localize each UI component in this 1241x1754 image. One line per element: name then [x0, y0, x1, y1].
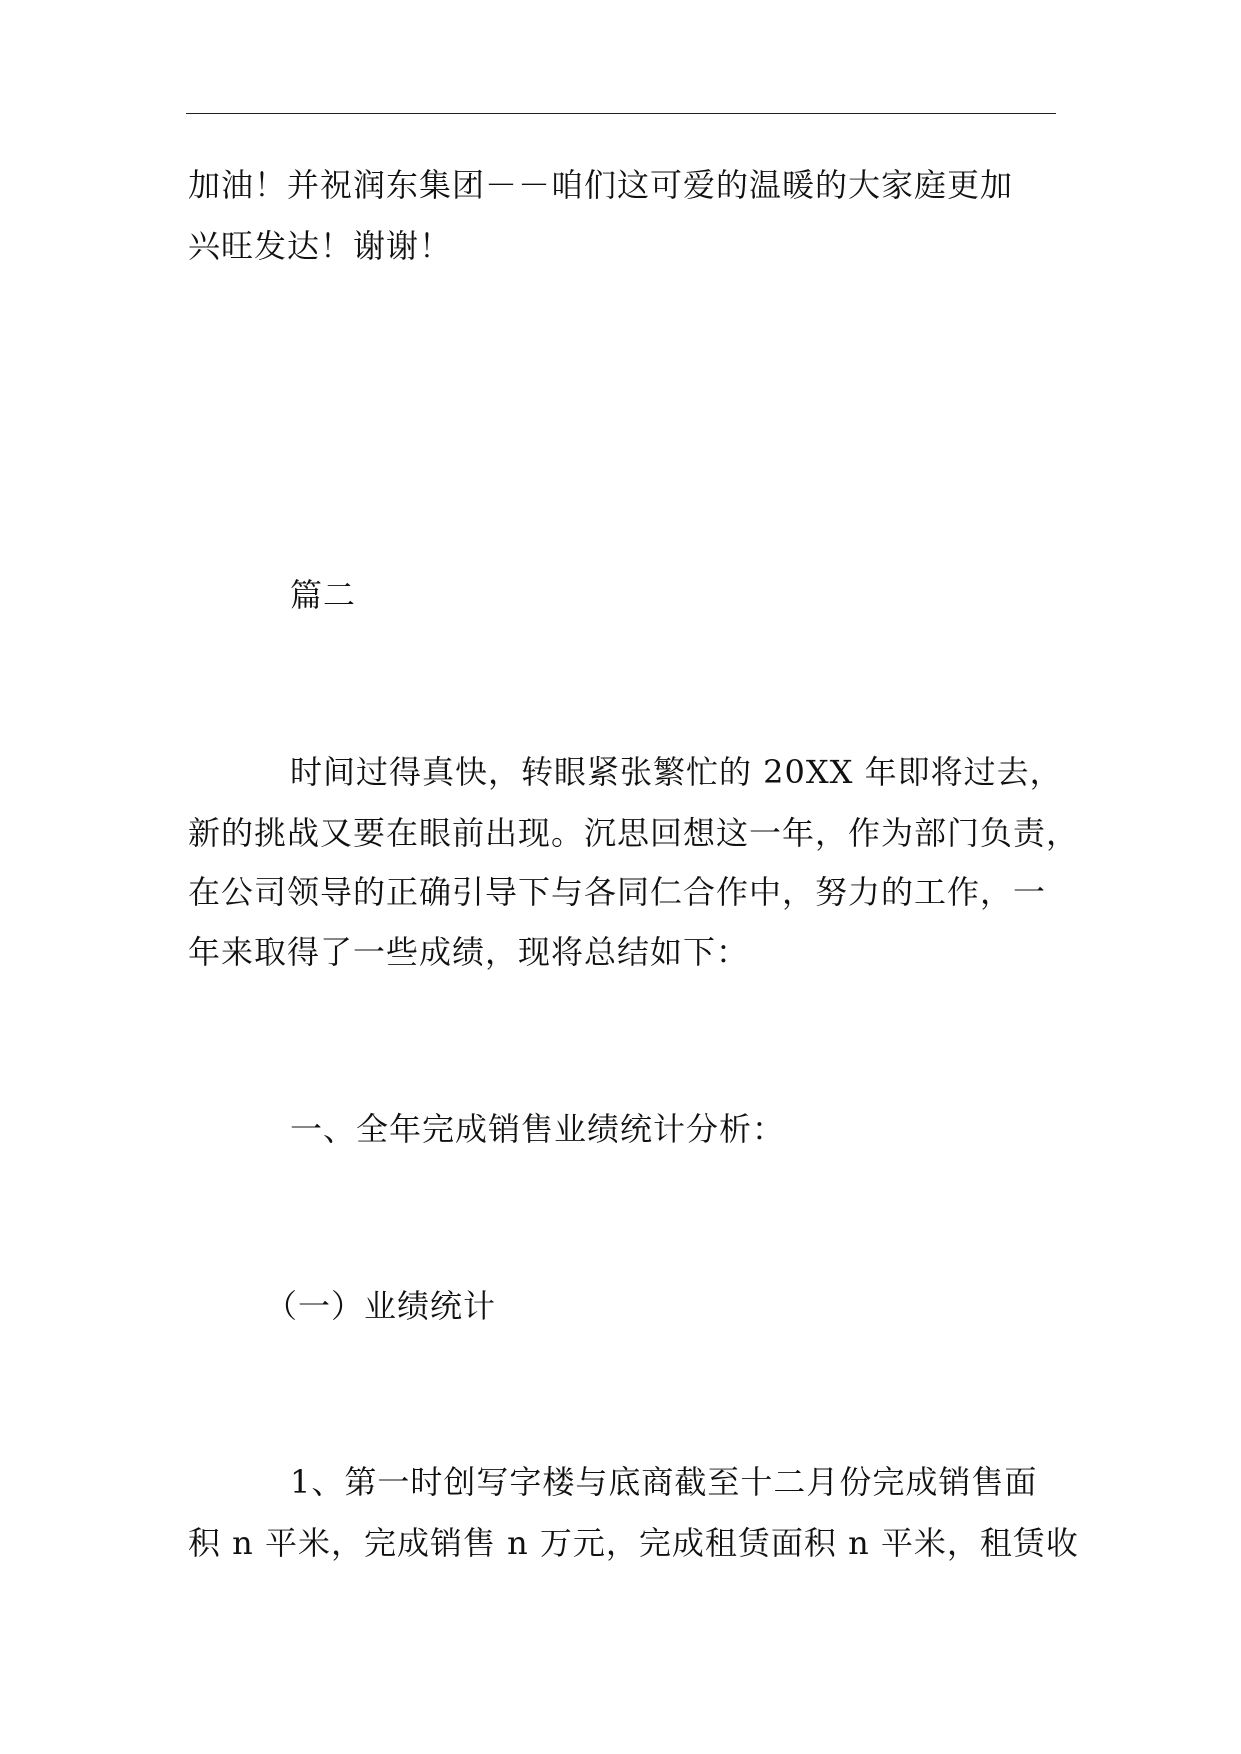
- body-text-line: 新的挑战又要在眼前出现。沉思回想这一年，作为部门负责，: [188, 814, 1080, 852]
- heading-level-1: 一、全年完成销售业绩统计分析：: [290, 1110, 786, 1148]
- section-title: 篇二: [290, 576, 357, 614]
- body-text-line: 年来取得了一些成绩，现将总结如下：: [188, 933, 750, 971]
- body-text-line: 1、第一时创写字楼与底商截至十二月份完成销售面: [290, 1463, 1038, 1501]
- heading-level-2: （一）业绩统计: [265, 1287, 497, 1325]
- body-text-line: 积 n 平米，完成销售 n 万元，完成租赁面积 n 平米，租赁收: [188, 1524, 1079, 1562]
- body-text-line: 加油！并祝润东集团－－咱们这可爱的温暖的大家庭更加: [188, 166, 1014, 204]
- body-text-line: 在公司领导的正确引导下与各同仁合作中，努力的工作，一: [188, 873, 1047, 911]
- body-text-line: 时间过得真快，转眼紧张繁忙的 20XX 年即将过去，: [290, 753, 1063, 791]
- header-rule: [186, 113, 1056, 114]
- body-text-line: 兴旺发达！谢谢！: [188, 227, 453, 265]
